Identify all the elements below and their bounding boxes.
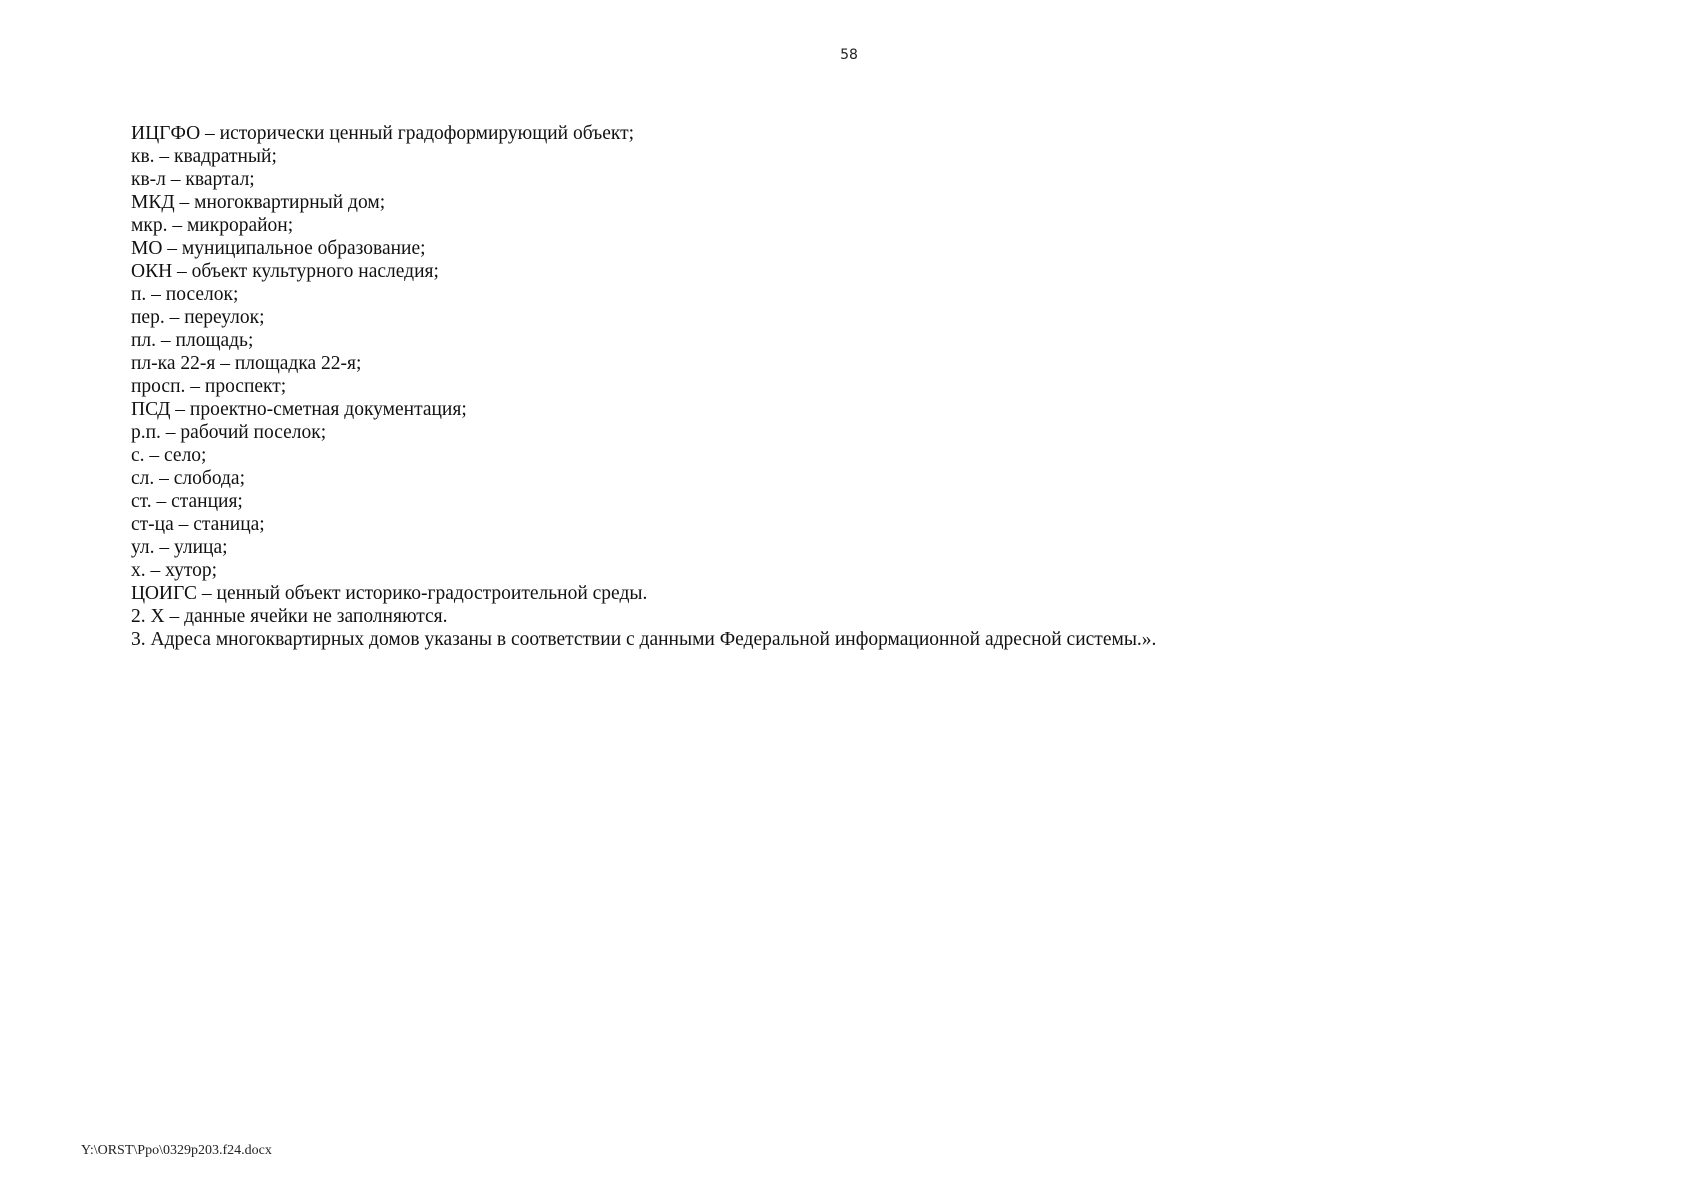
abbreviation-line: ул. – улица;: [131, 537, 228, 558]
note-line: 2. Х – данные ячейки не заполняются.: [131, 606, 448, 627]
abbreviation-line: х. – хутор;: [131, 560, 218, 581]
abbreviation-line: кв-л – квартал;: [131, 169, 255, 190]
abbreviation-line: сл. – слобода;: [131, 468, 246, 489]
abbreviation-line: пл-ка 22-я – площадка 22-я;: [131, 353, 362, 374]
abbreviation-line: ст. – станция;: [131, 491, 243, 512]
abbreviation-line: пер. – переулок;: [131, 307, 265, 328]
abbreviation-line: мкр. – микрорайон;: [131, 215, 294, 236]
document-body: [131, 122, 1531, 651]
note-line: 3. Адреса многоквартирных домов указаны в соответствии с данными Федеральной информационной адресной системы.».: [131, 629, 1157, 650]
footer-file-path: Y:\ORST\Ppo\0329p203.f24.docx: [81, 1143, 272, 1158]
abbreviation-line: ИЦГФО – исторически ценный градоформирующий объект;: [131, 123, 635, 144]
abbreviation-line: ПСД – проектно-сметная документация;: [131, 399, 467, 420]
abbreviation-line: с. – село;: [131, 445, 207, 466]
abbreviation-line: просп. – проспект;: [131, 376, 287, 397]
abbreviation-line: р.п. – рабочий поселок;: [131, 422, 327, 443]
abbreviation-line: ЦОИГС – ценный объект историко-градостроительной среды.: [131, 583, 648, 604]
abbreviation-line: ст-ца – станица;: [131, 514, 265, 535]
abbreviation-line: п. – поселок;: [131, 284, 239, 305]
abbreviation-line: пл. – площадь;: [131, 330, 254, 351]
abbreviation-line: МКД – многоквартирный дом;: [131, 192, 386, 213]
abbreviation-line: ОКН – объект культурного наследия;: [131, 261, 439, 282]
abbreviation-line: МО – муниципальное образование;: [131, 238, 426, 259]
abbreviation-line: кв. – квадратный;: [131, 146, 277, 167]
page-number: 58: [840, 47, 858, 63]
